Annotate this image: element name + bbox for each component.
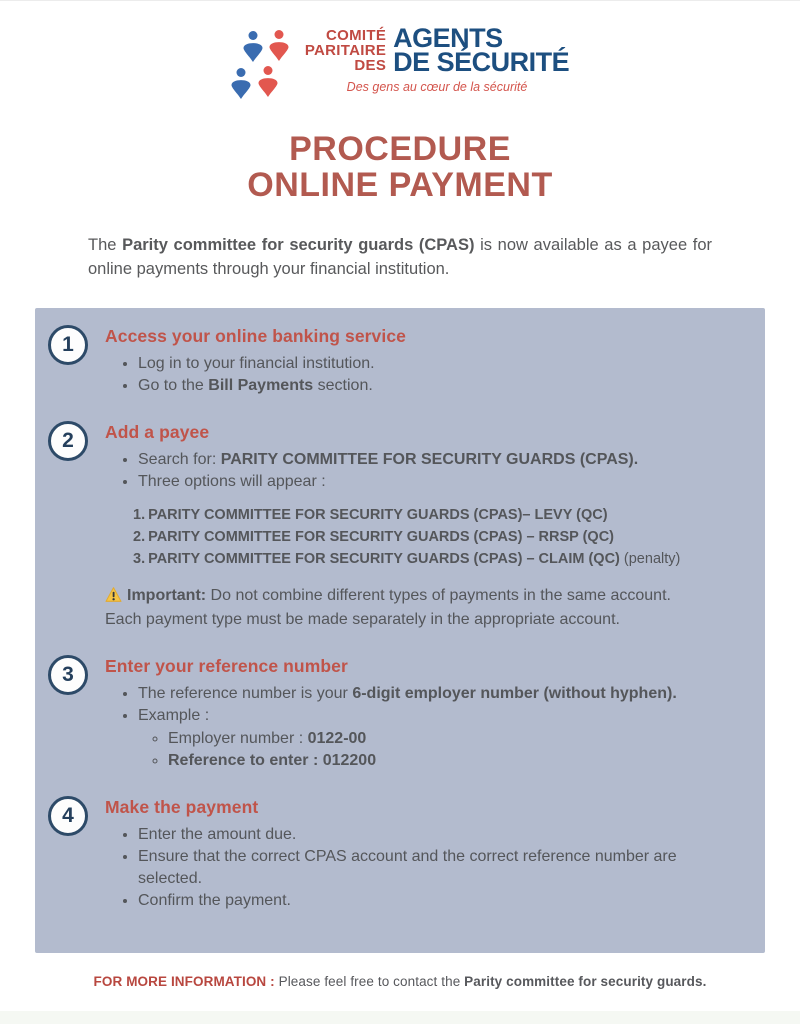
page-title	[0, 131, 800, 203]
step-2-heading: Add a payee	[105, 422, 210, 442]
step-4-number-badge: 4	[48, 796, 88, 836]
logo-tagline: Des gens au cœur de la sécurité	[346, 80, 528, 94]
logo-line: PARITAIRE	[304, 41, 387, 59]
bullet-text-bold: 6-digit employer number (without hyphen).	[352, 685, 677, 702]
step-2-number-badge: 2	[48, 421, 88, 461]
people-cluster-icon	[231, 30, 295, 111]
intro-post: is now available as a payee for online payments through your financial institution.	[88, 236, 712, 278]
bullet-item	[138, 683, 710, 705]
bullet-text: Ensure that the correct CPAS account and the correct reference number are selected.	[138, 848, 677, 887]
option-number: 3.	[133, 551, 146, 567]
payee-options-list	[105, 504, 710, 570]
payee-option-2	[133, 526, 710, 548]
logo-line: COMITÉ	[326, 26, 387, 44]
sub-bullet-text-bold: Reference to enter : 012200	[168, 752, 377, 769]
bullet-item	[138, 705, 710, 772]
step-3	[35, 655, 710, 772]
step-1-number-column	[35, 325, 105, 397]
step-1-number-badge: 1	[48, 325, 88, 365]
bullet-text: Three options will appear :	[138, 473, 326, 490]
step-2-content	[105, 421, 710, 631]
option-suffix: (penalty)	[619, 551, 681, 567]
bullet-item	[138, 471, 710, 493]
logo	[0, 23, 800, 111]
step-3-number-badge: 3	[48, 655, 88, 695]
step-1	[35, 325, 710, 397]
intro-bold: Parity committee for security guards (CPAS)	[122, 236, 475, 254]
step-3-heading: Enter your reference number	[105, 656, 348, 676]
page-title-line2: ONLINE PAYMENT	[247, 166, 553, 204]
logo-name-line: AGENTS	[393, 23, 503, 53]
step-4	[35, 796, 710, 912]
step-3-content	[105, 655, 710, 772]
important-label: Important:	[127, 587, 207, 604]
step-4-bullet-list	[105, 824, 710, 912]
important-note	[105, 585, 710, 631]
step-4-heading: Make the payment	[105, 797, 259, 817]
logo-name-line: DE SÉCURITÉ	[393, 47, 570, 77]
step-4-number-column	[35, 796, 105, 912]
warning-triangle-icon	[105, 587, 122, 609]
payee-option-3	[133, 548, 710, 570]
bullet-item	[138, 824, 710, 846]
bullet-item	[138, 846, 710, 890]
logo-line: DES	[354, 56, 387, 74]
step-3-number-column	[35, 655, 105, 772]
bullet-text: Enter the amount due.	[138, 826, 297, 843]
sub-bullet-item	[168, 750, 710, 772]
step-1-heading: Access your online banking service	[105, 326, 407, 346]
example-sublist	[138, 728, 710, 772]
intro-pre: The	[88, 236, 123, 254]
logo-text	[304, 23, 570, 94]
bullet-text: The reference number is your	[138, 685, 353, 702]
bullet-text: Example :	[138, 707, 210, 724]
bullet-text-bold: PARITY COMMITTEE FOR SECURITY GUARDS (CPAS).	[220, 451, 639, 468]
sub-bullet-item	[168, 728, 710, 750]
footer-contact-line	[0, 974, 800, 989]
bullet-text: Log in to your financial institution.	[138, 355, 375, 372]
step-2-bullet-list	[105, 449, 710, 493]
page-title-line1: PROCEDURE	[289, 130, 511, 168]
sub-bullet-text: Employer number :	[168, 730, 308, 747]
bullet-item	[138, 890, 710, 912]
bullet-item	[138, 353, 710, 375]
footer-bold: Parity committee for security guards.	[464, 974, 707, 989]
option-number: 2.	[133, 529, 146, 545]
option-number: 1.	[133, 507, 146, 523]
step-3-bullet-list	[105, 683, 710, 772]
step-4-content	[105, 796, 710, 912]
step-2-number-column	[35, 421, 105, 631]
step-2	[35, 421, 710, 631]
bullet-item	[138, 449, 710, 471]
logo-comite-paritaire-des	[305, 28, 386, 73]
option-text: PARITY COMMITTEE FOR SECURITY GUARDS (CPAS) – CLAIM (QC)	[148, 551, 620, 567]
page-bottom-strip	[0, 1011, 800, 1024]
procedure-steps-panel	[35, 308, 765, 953]
bullet-text: Search for:	[138, 451, 221, 468]
bullet-item	[138, 375, 710, 397]
option-text: PARITY COMMITTEE FOR SECURITY GUARDS (CPAS)– LEVY (QC)	[148, 507, 608, 523]
step-1-content	[105, 325, 710, 397]
step-1-bullet-list	[105, 353, 710, 397]
payee-option-1	[133, 504, 710, 526]
sub-bullet-text-bold: 0122-00	[307, 730, 367, 747]
logo-agents-de-securite	[393, 23, 570, 77]
bullet-text-bold: Bill Payments	[208, 377, 314, 394]
bullet-text: Go to the	[138, 377, 209, 394]
option-text: PARITY COMMITTEE FOR SECURITY GUARDS (CPAS) – RRSP (QC)	[148, 529, 615, 545]
footer-text: Please feel free to contact the	[274, 974, 465, 989]
intro-paragraph	[88, 233, 712, 281]
bullet-text: section.	[313, 377, 373, 394]
bullet-text: Confirm the payment.	[138, 892, 291, 909]
footer-label: FOR MORE INFORMATION :	[93, 974, 275, 989]
important-text: Do not combine different types of payments in the same account. Each payment type must be made separately in the appropriate account.	[105, 587, 671, 628]
